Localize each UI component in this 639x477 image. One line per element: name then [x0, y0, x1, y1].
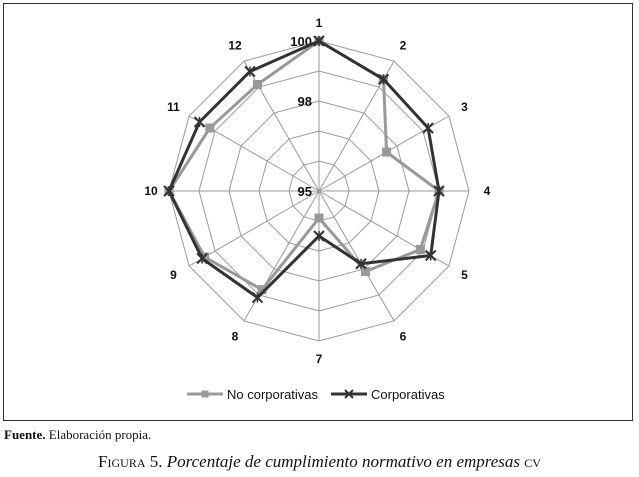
caption-prefix: Figura 5. — [98, 452, 163, 471]
axis-label-12: 12 — [228, 38, 242, 53]
source-label: Fuente. — [4, 427, 46, 442]
tick-label: 100 — [290, 34, 312, 49]
axis-label-7: 7 — [315, 352, 323, 366]
figure-caption — [0, 452, 639, 472]
legend — [187, 387, 445, 402]
chart-frame — [3, 3, 633, 421]
axis-label-9: 9 — [170, 268, 177, 282]
series-corporativas — [164, 36, 444, 303]
axis-label-2: 2 — [399, 38, 407, 53]
data-point — [253, 293, 263, 303]
caption-suffix: cv — [524, 452, 541, 471]
legend-label: Corporativas — [371, 387, 445, 402]
axis-label-5: 5 — [461, 268, 468, 282]
caption-text: Porcentaje de cumplimiento normativo en empresas — [162, 452, 525, 471]
tick-label: 98 — [297, 94, 312, 109]
axis-label-4: 4 — [483, 184, 491, 198]
legend-label: No corporativas — [227, 387, 319, 402]
data-point — [253, 80, 262, 89]
axis-label-10: 10 — [144, 184, 158, 198]
axis-label-11: 11 — [167, 100, 180, 114]
data-point — [194, 117, 204, 127]
legend-item-corporativas — [331, 387, 445, 402]
radar-grid — [169, 38, 469, 344]
axis-label-8: 8 — [231, 329, 239, 344]
radar-chart — [4, 4, 634, 422]
data-point — [416, 245, 425, 254]
data-point — [315, 214, 324, 223]
axis-label-3: 3 — [461, 100, 468, 114]
data-point — [205, 124, 214, 133]
tick-label: 95 — [297, 184, 312, 199]
data-point — [382, 148, 391, 157]
source-text: Elaboración propia. — [45, 427, 152, 442]
data-point — [423, 123, 433, 133]
radar-series — [164, 36, 444, 303]
legend-marker — [202, 391, 209, 398]
legend-item-no-corporativas — [187, 387, 319, 402]
source-note — [4, 427, 151, 443]
data-point — [314, 231, 324, 241]
axis-label-6: 6 — [399, 329, 407, 344]
axis-label-1: 1 — [315, 16, 323, 30]
